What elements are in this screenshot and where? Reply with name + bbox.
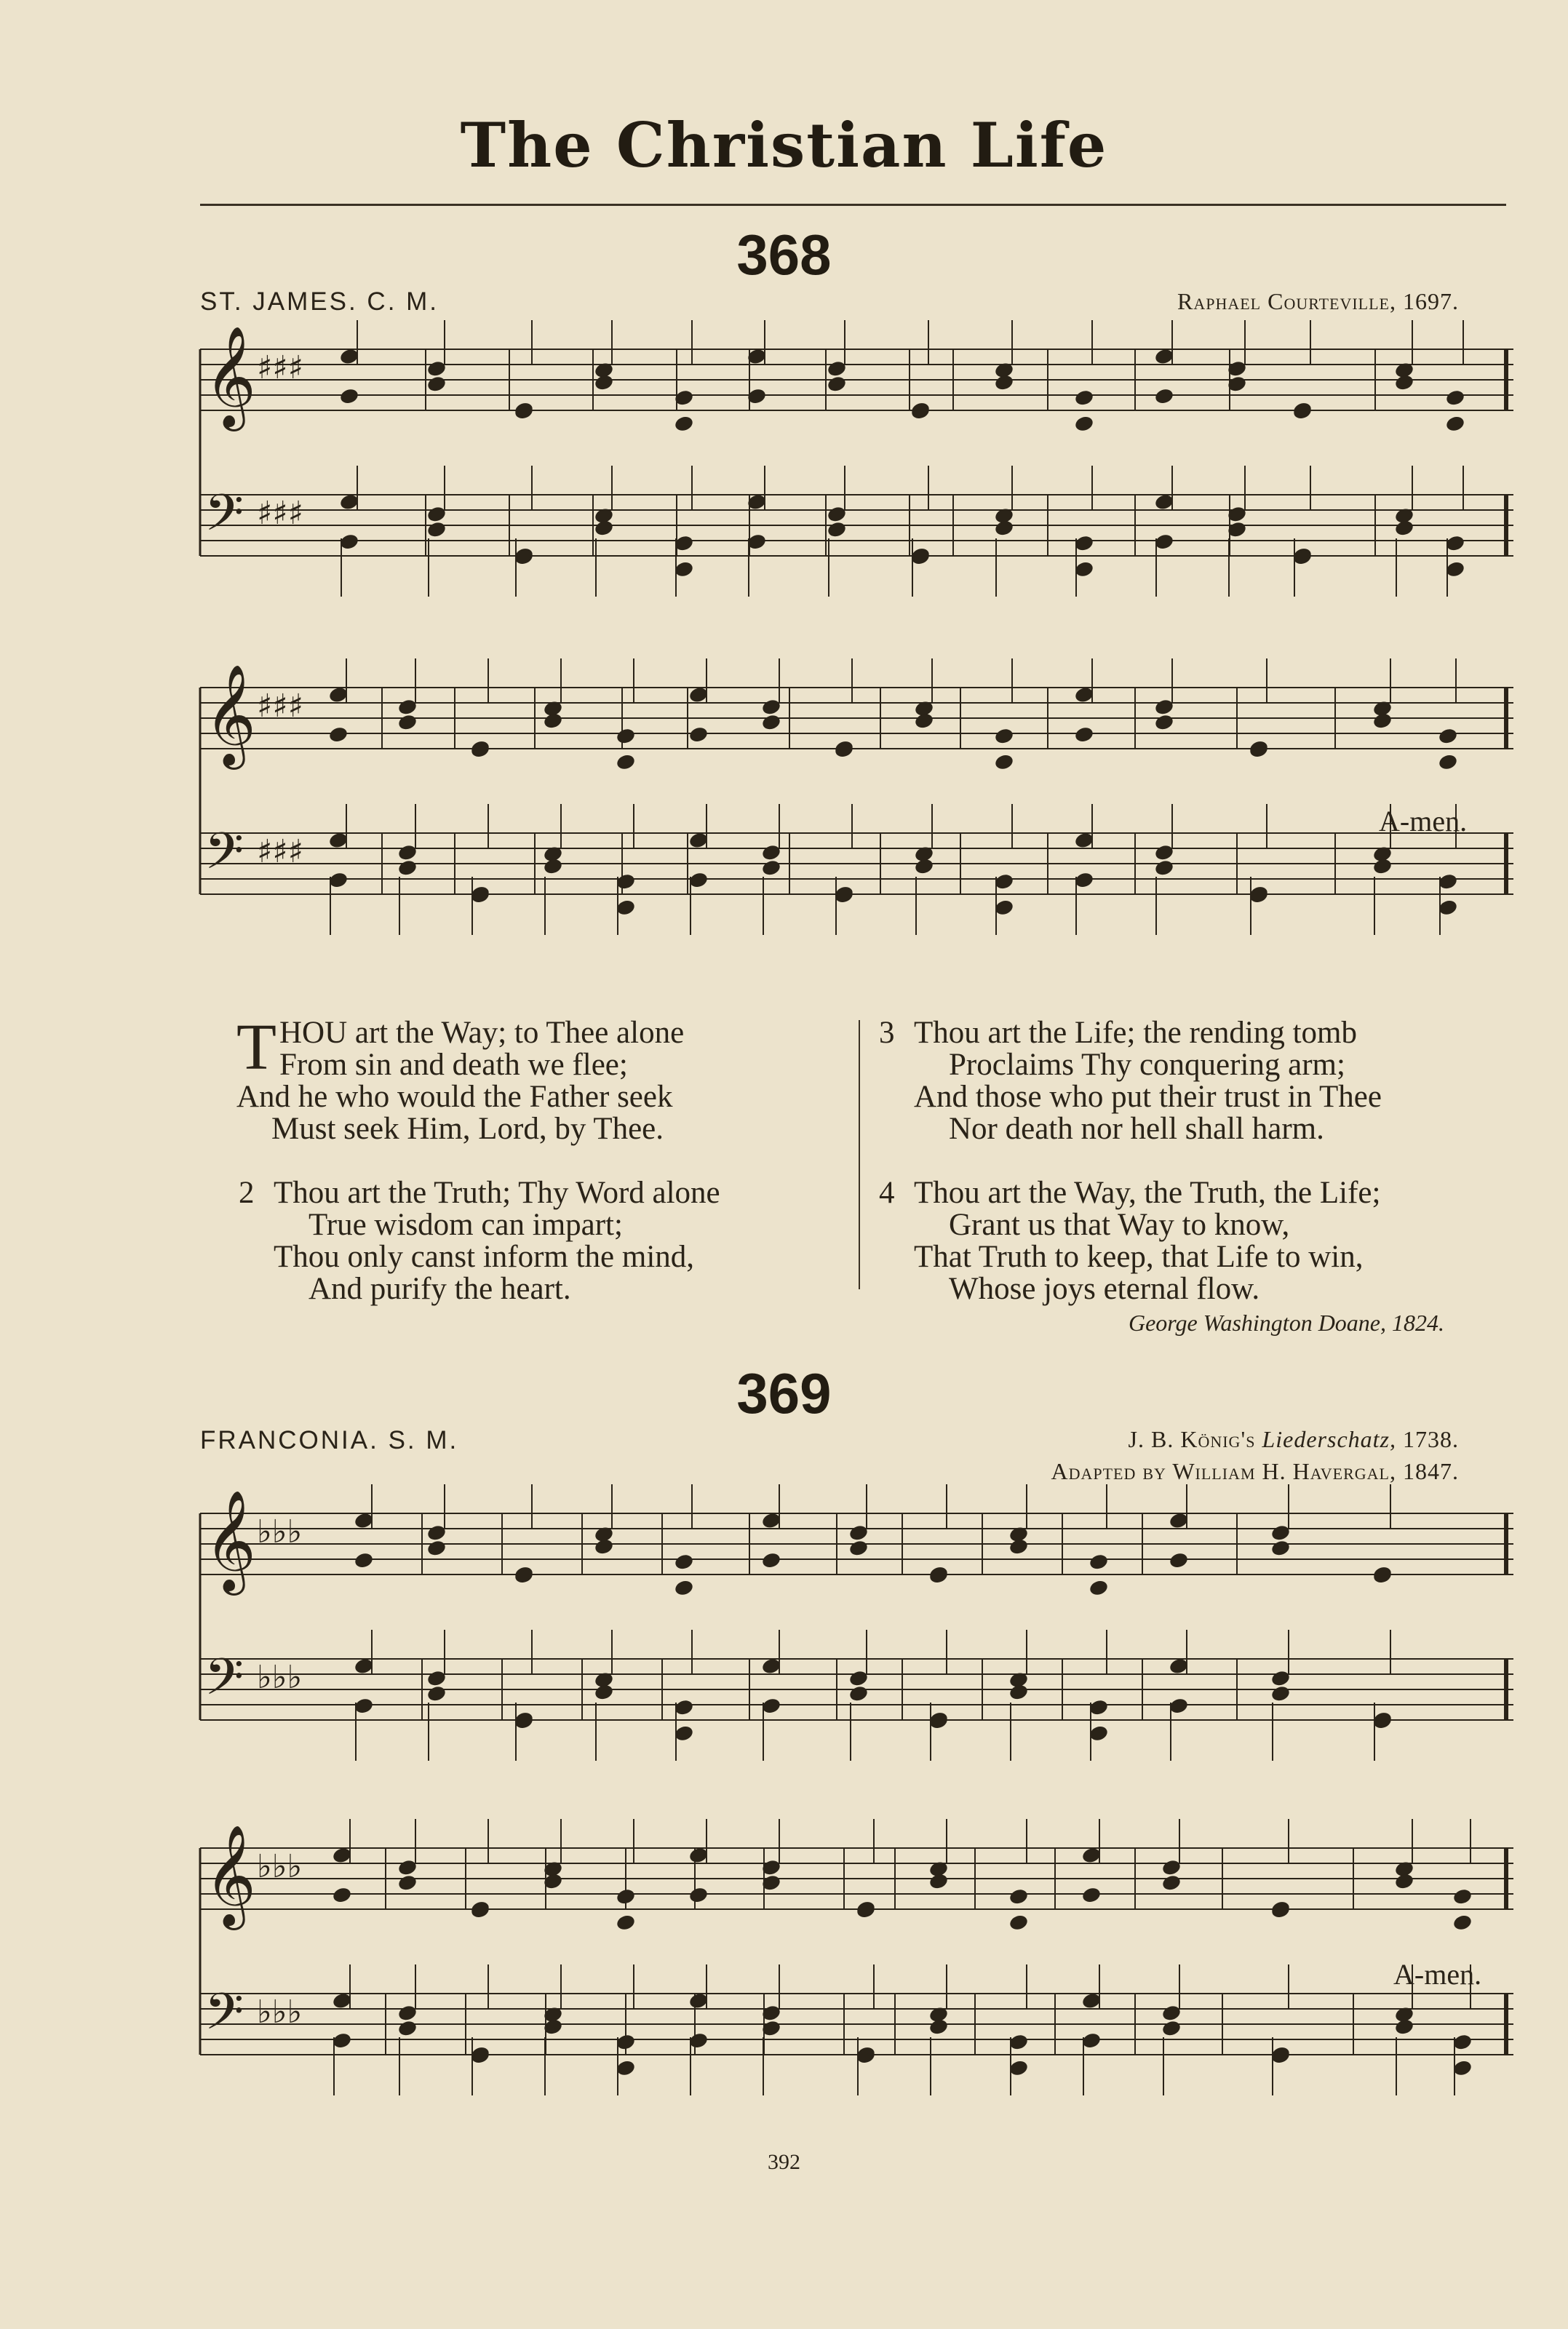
music-system-369-1: [0, 1484, 1568, 1804]
verse-line: Proclaims Thy conquering arm;: [949, 1048, 1345, 1082]
composer-369: [1051, 1423, 1459, 1487]
verse-line: Nor death nor hell shall harm.: [949, 1112, 1324, 1146]
verse-number: 3: [879, 1016, 895, 1050]
amen-369: A-men.: [1393, 1958, 1482, 1991]
tune-name-369: FRANCONIA. S. M.: [200, 1426, 459, 1454]
verse-number: 2: [239, 1176, 255, 1210]
verse-line: And he who would the Father seek: [236, 1080, 673, 1114]
verse-line: Thou only canst inform the mind,: [274, 1240, 695, 1274]
source-year: 1738.: [1396, 1426, 1459, 1452]
svg-text:♭♭♭: ♭♭♭: [257, 1994, 303, 2031]
svg-text:𝄞: 𝄞: [204, 1825, 256, 1926]
svg-text:𝄢: 𝄢: [204, 1647, 244, 1719]
music-system-368-2: [0, 658, 1568, 979]
svg-text:𝄢: 𝄢: [204, 1982, 244, 2053]
verse-line: Grant us that Way to know,: [949, 1208, 1290, 1242]
svg-text:𝄞: 𝄞: [204, 1490, 256, 1591]
svg-text:♯♯♯: ♯♯♯: [257, 688, 303, 725]
verse-line: From sin and death we flee;: [279, 1048, 628, 1082]
verse-3: [879, 1017, 1382, 1145]
verse-column-divider: [859, 1020, 860, 1289]
hymn-number-368: 368: [736, 223, 832, 287]
verse-line: Whose joys eternal flow.: [949, 1272, 1260, 1306]
svg-text:♯♯♯: ♯♯♯: [257, 495, 303, 532]
verse-line: And purify the heart.: [309, 1272, 571, 1306]
music-system-369-2: [0, 1819, 1568, 2139]
verse-1: [236, 1011, 685, 1146]
adapter-line: Adapted by William H. Havergal, 1847.: [1051, 1458, 1459, 1484]
page-number: 392: [768, 2150, 800, 2174]
verse-line: Must seek Him, Lord, by Thee.: [271, 1112, 664, 1146]
svg-text:𝄢: 𝄢: [204, 821, 244, 893]
svg-text:♭♭♭: ♭♭♭: [257, 1659, 303, 1696]
svg-text:♯♯♯: ♯♯♯: [257, 349, 303, 386]
verse-2: [239, 1177, 720, 1305]
verse-line: Thou art the Way, the Truth, the Life;: [914, 1176, 1381, 1210]
svg-text:♭♭♭: ♭♭♭: [257, 1848, 303, 1885]
hymn-number-369: 369: [736, 1361, 832, 1425]
svg-text:𝄞: 𝄞: [204, 326, 256, 427]
title-rule: [200, 204, 1506, 206]
svg-text:𝄞: 𝄞: [204, 664, 256, 765]
verse-number: 4: [879, 1176, 895, 1210]
composer-368: Raphael Courteville, 1697.: [1177, 288, 1459, 314]
hymn-author-368: George Washington Doane, 1824.: [1128, 1310, 1444, 1336]
tune-name-368: ST. JAMES. C. M.: [200, 287, 439, 316]
verse-line: True wisdom can impart;: [309, 1208, 623, 1242]
source-prefix: J. B. König's: [1128, 1426, 1262, 1452]
verse-line: And those who put their trust in Thee: [914, 1080, 1382, 1114]
amen-368: A-men.: [1379, 805, 1468, 837]
svg-text:♭♭♭: ♭♭♭: [257, 1513, 303, 1550]
verse-line: HOU art the Way; to Thee alone: [279, 1016, 685, 1050]
svg-text:𝄢: 𝄢: [204, 483, 244, 554]
verse-line: Thou art the Life; the rending tomb: [914, 1016, 1357, 1050]
music-system-368-1: [0, 320, 1568, 640]
source-title: Liederschatz,: [1262, 1426, 1396, 1452]
verse-line: Thou art the Truth; Thy Word alone: [274, 1176, 720, 1210]
section-title: The Christian Life: [460, 109, 1108, 181]
verse-line: That Truth to keep, that Life to win,: [914, 1240, 1364, 1274]
svg-text:♯♯♯: ♯♯♯: [257, 833, 303, 870]
verse-4: [879, 1177, 1380, 1305]
drop-cap: T: [236, 1011, 276, 1083]
